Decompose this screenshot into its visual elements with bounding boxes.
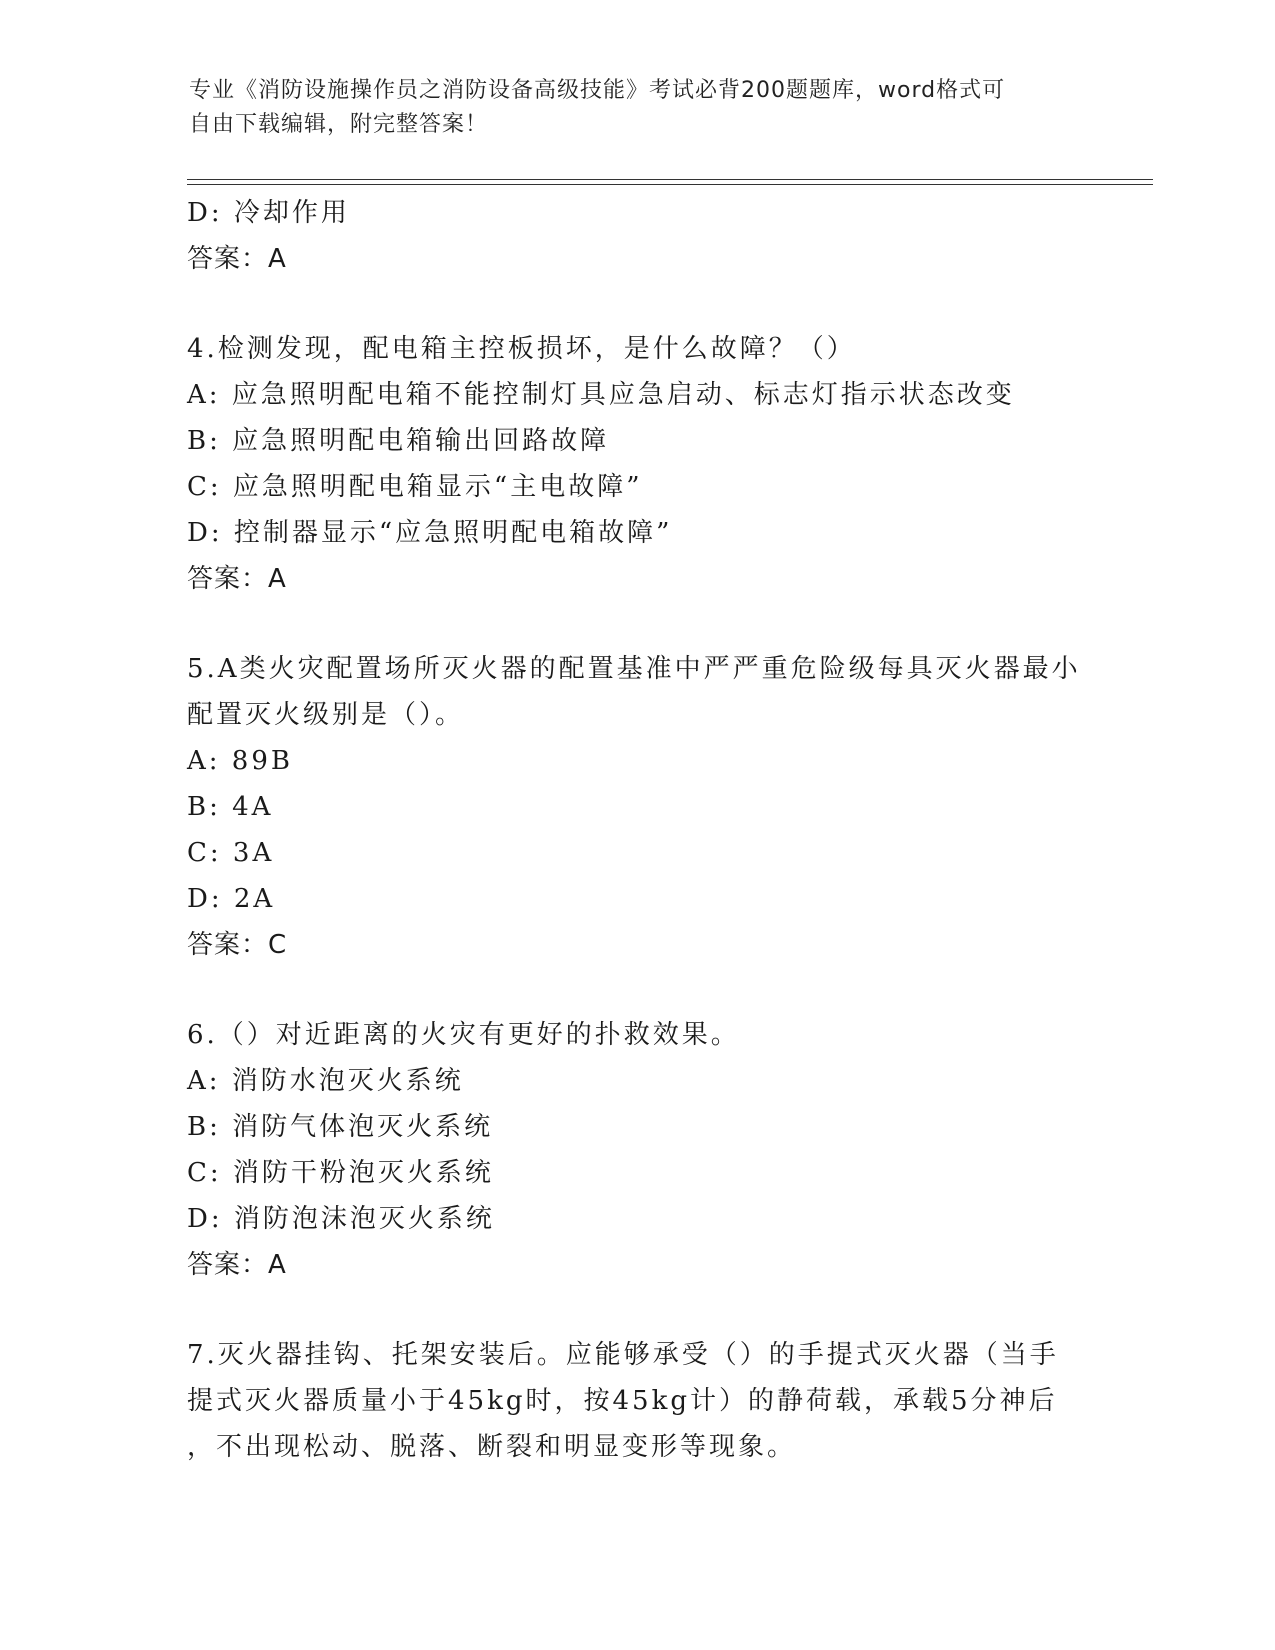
option-a: A: 89B — [187, 746, 293, 776]
option-c: C: 3A — [187, 838, 275, 868]
spacer — [187, 968, 1087, 1012]
question-4 — [187, 326, 1087, 602]
option-d: D: 冷却作用 — [187, 198, 350, 228]
spacer — [187, 282, 1087, 326]
question-6 — [187, 1012, 1087, 1288]
option-c: C: 消防干粉泡灭火系统 — [187, 1158, 494, 1188]
page-header — [189, 74, 1069, 142]
header-divider-top — [187, 179, 1153, 180]
question-stem-line-2: 提式灭火器质量小于45kg时，按45kg计）的静荷载，承载5分神后 — [187, 1386, 1058, 1416]
option-d: D: 控制器显示“应急照明配电箱故障” — [187, 518, 673, 548]
answer: 答案：A — [187, 1250, 287, 1280]
header-divider-bottom — [187, 184, 1153, 185]
header-line-2: 自由下载编辑，附完整答案！ — [189, 112, 489, 137]
question-stem-line-1: 5.A类火灾配置场所灭火器的配置基准中严严重危险级每具灭火器最小 — [187, 654, 1081, 684]
question-stem-line-1: 7.灭火器挂钩、托架安装后。应能够承受（）的手提式灭火器（当手 — [187, 1340, 1059, 1370]
option-a: A: 消防水泡灭火系统 — [187, 1066, 464, 1096]
option-a: A: 应急照明配电箱不能控制灯具应急启动、标志灯指示状态改变 — [187, 380, 1015, 410]
question-5 — [187, 646, 1087, 968]
option-b: B: 应急照明配电箱输出回路故障 — [187, 426, 610, 456]
option-b: B: 消防气体泡灭火系统 — [187, 1112, 494, 1142]
question-stem-line-3: ，不出现松动、脱落、断裂和明显变形等现象。 — [187, 1432, 797, 1462]
question-stem: 4.检测发现，配电箱主控板损坏，是什么故障？（） — [187, 334, 856, 364]
spacer — [187, 602, 1087, 646]
answer: 答案：C — [187, 930, 288, 960]
header-line-1: 专业《消防设施操作员之消防设备高级技能》考试必背200题题库，word格式可 — [189, 78, 1006, 103]
spacer — [187, 1288, 1087, 1332]
question-stem-line-2: 配置灭火级别是（）。 — [187, 700, 465, 730]
answer: 答案：A — [187, 244, 287, 274]
option-d: D: 2A — [187, 884, 276, 914]
question-3-tail — [187, 190, 1087, 282]
option-b: B: 4A — [187, 792, 274, 822]
option-d: D: 消防泡沫泡灭火系统 — [187, 1204, 495, 1234]
answer: 答案：A — [187, 564, 287, 594]
option-c: C: 应急照明配电箱显示“主电故障” — [187, 472, 643, 502]
question-content — [187, 190, 1087, 1470]
question-7 — [187, 1332, 1087, 1470]
question-stem: 6.（）对近距离的火灾有更好的扑救效果。 — [187, 1020, 740, 1050]
